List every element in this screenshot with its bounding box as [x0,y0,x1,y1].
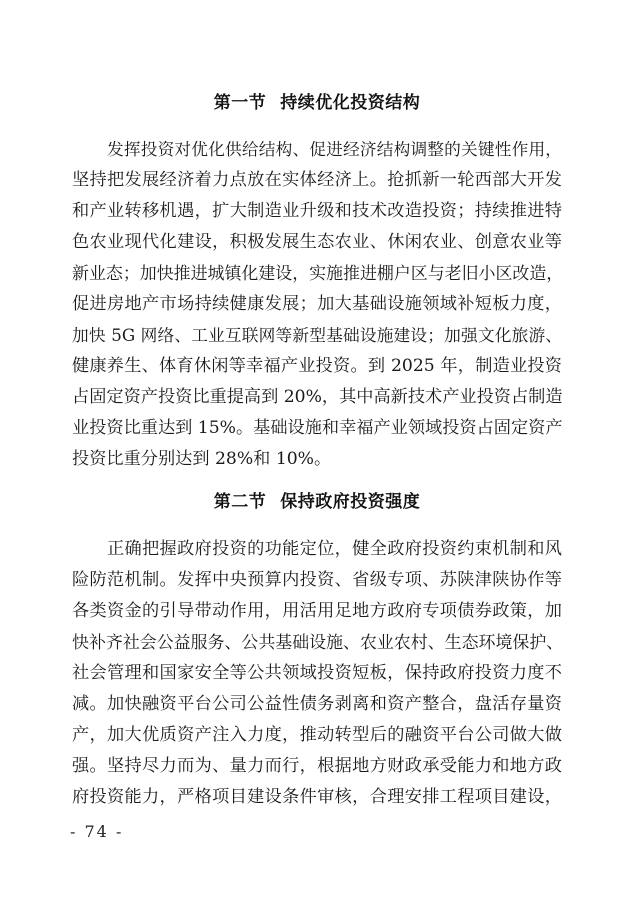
section-number-1: 第一节 [213,93,267,113]
paragraph-line: 新业态；加快推进城镇化建设，实施推进棚户区与老旧小区改造， [72,263,564,283]
paragraph-line: 坚持把发展经济着力点放在实体经济上。抢抓新一轮西部大开发 [72,170,562,190]
section-heading-2 [0,487,634,512]
section-number-2: 第二节 [213,492,267,512]
paragraph-line: 正确把握政府投资的功能定位，健全政府投资约束机制和风 [107,539,562,559]
paragraph-line: 强。坚持尽力而为、量力而行，根据地方财政承受能力和地方政 [72,756,562,776]
paragraph-line: 各类资金的引导带动作用，用活用足地方政府专项债券政策，加 [72,601,562,621]
section-heading-1 [0,88,634,113]
paragraph-line: 业投资比重达到 15%。基础设施和幸福产业领域投资占固定资产 [72,418,563,438]
paragraph-line: 社会管理和国家安全等公共领域投资短板，保持政府投资力度不 [72,663,562,683]
section-title-1: 持续优化投资结构 [280,93,421,113]
paragraph-line: 和产业转移机遇，扩大制造业升级和技术改造投资；持续推进特 [72,201,562,221]
paragraph-line: 促进房地产市场持续健康发展；加大基础设施领域补短板力度， [72,294,562,314]
paragraph-line: 减。加快融资平台公司公益性债务剥离和资产整合，盘活存量资 [72,694,562,714]
paragraph-line: 产，加大优质资产注入力度，推动转型后的融资平台公司做大做 [72,725,562,745]
paragraph-line: 健康养生、体育休闲等幸福产业投资。到 2025 年，制造业投资 [72,356,562,376]
section-title-2: 保持政府投资强度 [280,492,421,512]
paragraph-line: 发挥投资对优化供给结构、促进经济结构调整的关键性作用， [107,139,562,159]
paragraph-line: 府投资能力，严格项目建设条件审核，合理安排工程项目建设， [72,787,562,807]
paragraph-line: 加快 5G 网络、工业互联网等新型基础设施建设；加强文化旅游、 [72,325,562,345]
paragraph-line: 险防范机制。发挥中央预算内投资、省级专项、苏陕津陕协作等 [72,570,562,590]
paragraph-line: 色农业现代化建设，积极发展生态农业、休闲农业、创意农业等 [72,232,562,252]
paragraph-line: 快补齐社会公益服务、公共基础设施、农业农村、生态环境保护、 [72,632,564,652]
paragraph-line: 投资比重分别达到 28%和 10%。 [72,449,332,469]
page-number: - 74 - [70,822,124,841]
paragraph-line: 占固定资产投资比重提高到 20%，其中高新技术产业投资占制造 [72,387,563,407]
